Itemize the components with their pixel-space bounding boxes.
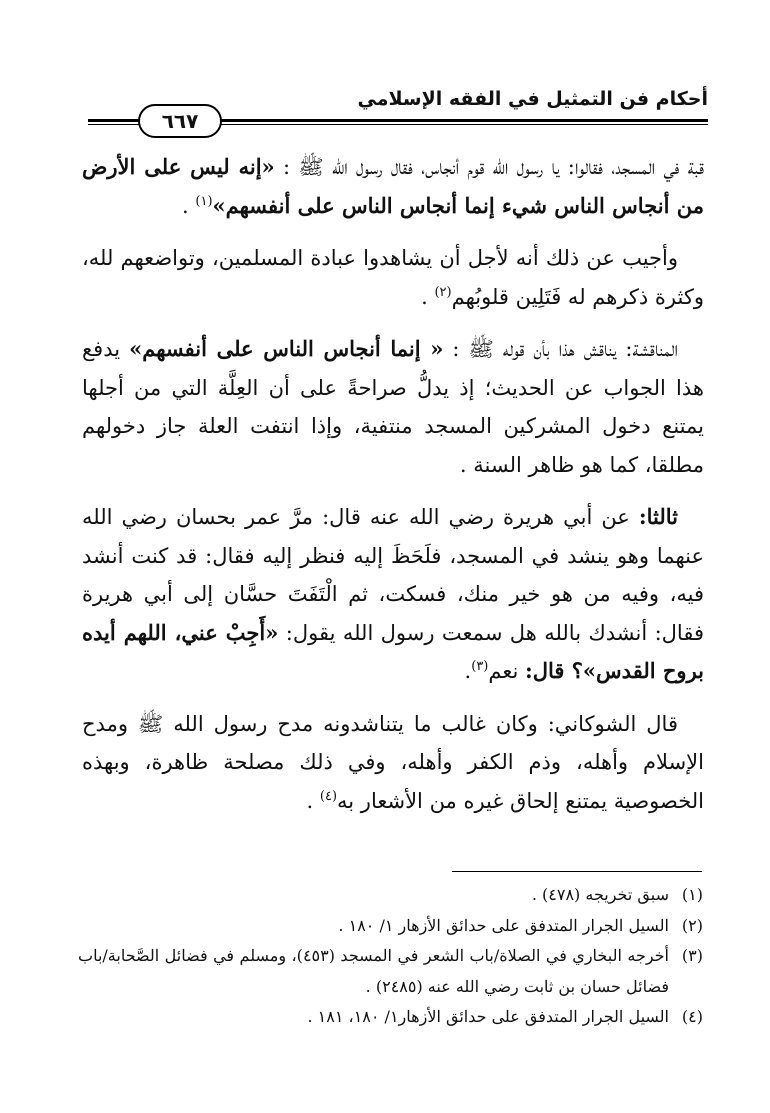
paragraph <box>82 148 704 225</box>
footnote-number: (٣) <box>681 946 703 965</box>
text-run: عن أبي هريرة رضي الله عنه قال: مرَّ عمر بحسان رضي الله عنهما وهو ينشد في المسجد، فلَحَظَ إليه فنظر إليه فقال: قد كنت أنشد فيه، وفيه من هو خير منك، فسكت، ثم الْتَفَتَ حسَّان إلى أبي هريرة فقال: أنشدك بالله هل سمعت رسول الله يقول: <box>82 505 704 645</box>
hadith-quote: «أَجِبْ عني، اللهم أيده بروح القدس»؟ قال: <box>82 619 704 683</box>
main-text <box>82 148 704 834</box>
hadith-quote: «إنه ليس على الأرض من أنجاس الناس شيء إنما أنجاس الناس على أنفسهم» <box>82 154 704 218</box>
text-run: قبة في المسجد، فقالوا: يا رسول الله قوم أنجاس، فقال رسول الله ﷺ : <box>274 155 704 179</box>
text-run: نعم <box>488 659 526 683</box>
page-number-badge <box>138 104 222 138</box>
footnote-ref: (٢) <box>434 284 452 300</box>
footnote-number: (٤) <box>681 1007 703 1026</box>
text-run: . <box>182 193 196 218</box>
paragraph <box>82 705 704 821</box>
footnote-number: (١) <box>681 885 703 904</box>
footnote-ref: (٤) <box>319 788 338 804</box>
section-label: ثالثا: <box>638 504 678 529</box>
text-run: المناقشة: يناقش هذا بأن قوله ﷺ : <box>443 337 678 361</box>
footnote-ref: (١) <box>195 193 213 209</box>
hadith-quote: « إنما أنجاس الناس على أنفسهم» <box>129 336 444 361</box>
paragraph <box>82 498 704 691</box>
text-run: . <box>464 659 472 683</box>
footnote <box>78 911 703 942</box>
header-rule <box>205 119 708 122</box>
text-run: وأجيب عن ذلك أنه لأجل أن يشاهدوا عبادة المسلمين، وتواضعهم لله، وكثرة ذكرهم له فَتَلِين قلوبُهم <box>82 246 704 309</box>
header-rule <box>205 124 708 125</box>
footnote-text: السيل الجرار المتدفق على حدائق الأزهار ١/ ١٨٠ . <box>338 915 669 935</box>
page-header <box>60 82 708 133</box>
text-run: قال الشوكاني: وكان غالب ما يتناشدونه مدح رسول الله ﷺ ومدح الإسلام وأهله، وذم الكفر وأهله، وفي ذلك مصلحة ظاهرة، وبهذه الخصوصية يمتنع إلحاق غيره من الأشعار به <box>82 711 704 813</box>
paragraph <box>82 330 704 484</box>
paragraph <box>82 239 704 316</box>
footnote <box>78 880 703 911</box>
footnote <box>78 941 703 1002</box>
footnote-text: أخرجه البخاري في الصلاة/باب الشعر في المسجد (٤٥٣)، ومسلم في فضائل الصَّحابة/باب فضائل حسان بن ثابت رضي الله عنه (٢٤٨٥) . <box>78 946 669 996</box>
footnote-text: سبق تخريجه (٤٧٨) . <box>531 885 669 904</box>
footnote-separator <box>452 871 702 872</box>
text-run: يدفع هذا الجواب عن الحديث؛ إذ يدلُّ صراحةً على أن العِلَّة التي من أجلها يمتنع دخول المشركين المسجد منتفية، وإذا انتفت العلة جاز دخولهم مطلقا، كما هو ظاهر السنة . <box>82 337 704 477</box>
text-run: . <box>306 788 320 813</box>
footnote-ref: (٣) <box>471 659 489 674</box>
footnote-text: السيل الجرار المتدفق على حدائق الأزهار١/ ١٨٠، ١٨١ . <box>307 1007 669 1026</box>
text-run: . <box>421 284 435 309</box>
page-number: ٦٦٧ <box>161 109 199 133</box>
running-title: أحكام فن التمثيل في الفقه الإسلامي <box>357 88 708 110</box>
footnote <box>78 1002 703 1033</box>
footnote-number: (٢) <box>681 915 703 935</box>
footnotes <box>78 880 703 1033</box>
